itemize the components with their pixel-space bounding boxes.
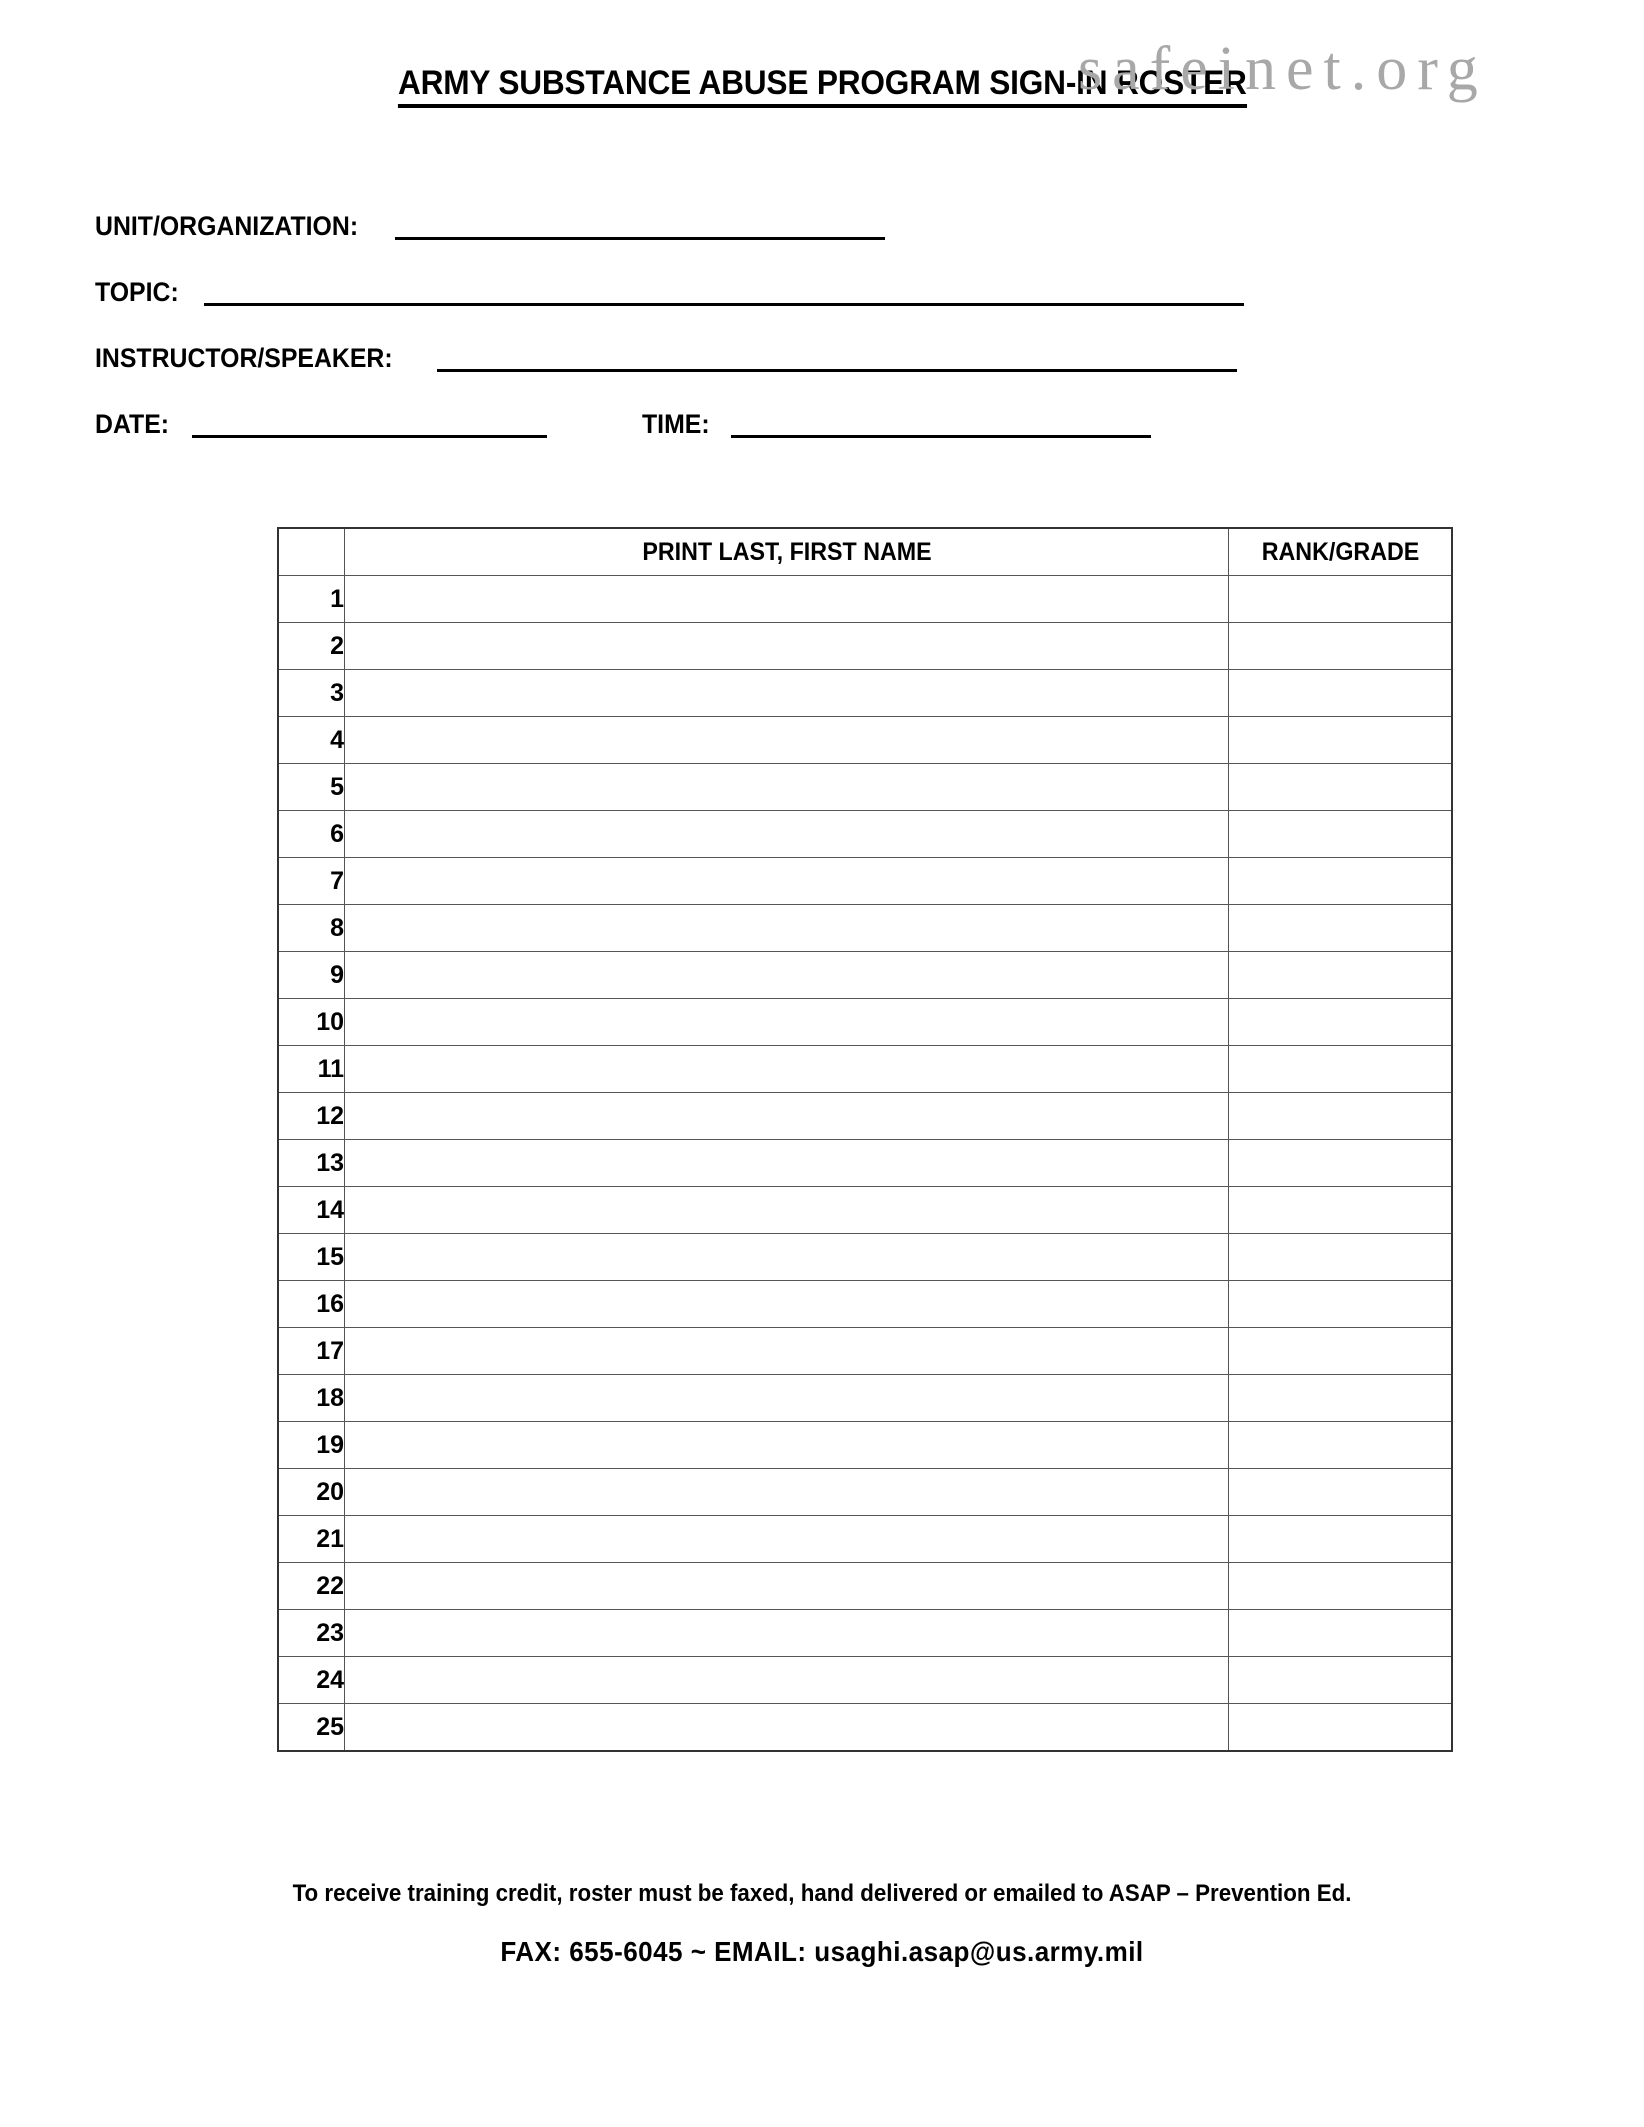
row-number: 9 — [278, 952, 345, 999]
row-name-cell[interactable] — [345, 1187, 1229, 1234]
row-number: 14 — [278, 1187, 345, 1234]
row-number: 17 — [278, 1328, 345, 1375]
table-row — [278, 1140, 1452, 1187]
row-number: 1 — [278, 576, 345, 623]
row-number: 21 — [278, 1516, 345, 1563]
row-name-cell[interactable] — [345, 764, 1229, 811]
row-rank-cell[interactable] — [1229, 576, 1453, 623]
row-name-cell[interactable] — [345, 952, 1229, 999]
time-label: TIME: — [641, 409, 710, 439]
row-rank-cell[interactable] — [1229, 1093, 1453, 1140]
date-label: DATE: — [95, 409, 170, 439]
table-row — [278, 905, 1452, 952]
table-row — [278, 1187, 1452, 1234]
table-row — [278, 576, 1452, 623]
table-row — [278, 858, 1452, 905]
table-row — [278, 1046, 1452, 1093]
row-name-cell[interactable] — [345, 1657, 1229, 1704]
row-rank-cell[interactable] — [1229, 952, 1453, 999]
table-row — [278, 717, 1452, 764]
table-row — [278, 1234, 1452, 1281]
site-watermark: safeinet.org — [1078, 35, 1488, 103]
unit-organization-label: UNIT/ORGANIZATION: — [95, 211, 359, 241]
row-rank-cell[interactable] — [1229, 1281, 1453, 1328]
time-input[interactable] — [731, 409, 1151, 438]
table-row — [278, 1516, 1452, 1563]
row-number: 20 — [278, 1469, 345, 1516]
row-rank-cell[interactable] — [1229, 1187, 1453, 1234]
topic-label: TOPIC: — [95, 277, 179, 307]
topic-input[interactable] — [204, 277, 1244, 306]
row-name-cell[interactable] — [345, 811, 1229, 858]
row-name-cell[interactable] — [345, 858, 1229, 905]
row-number: 10 — [278, 999, 345, 1046]
row-name-cell[interactable] — [345, 999, 1229, 1046]
table-row — [278, 1704, 1452, 1752]
row-number: 23 — [278, 1610, 345, 1657]
row-number: 15 — [278, 1234, 345, 1281]
footer-instructions: To receive training credit, roster must be faxed, hand delivered or emailed to ASAP – Prevention Ed. — [292, 1880, 1352, 1907]
row-name-cell[interactable] — [345, 1563, 1229, 1610]
roster-table-head — [278, 528, 1452, 576]
row-rank-cell[interactable] — [1229, 1516, 1453, 1563]
field-row-topic — [95, 266, 1495, 306]
row-number: 24 — [278, 1657, 345, 1704]
row-name-cell[interactable] — [345, 1234, 1229, 1281]
row-rank-cell[interactable] — [1229, 1704, 1453, 1752]
table-row — [278, 670, 1452, 717]
date-input[interactable] — [192, 409, 547, 438]
row-number: 2 — [278, 623, 345, 670]
field-row-instructor-speaker — [95, 332, 1495, 372]
header-row-number — [278, 528, 345, 576]
table-row — [278, 764, 1452, 811]
row-name-cell[interactable] — [345, 1046, 1229, 1093]
row-number: 7 — [278, 858, 345, 905]
row-number: 16 — [278, 1281, 345, 1328]
row-rank-cell[interactable] — [1229, 1469, 1453, 1516]
row-name-cell[interactable] — [345, 1093, 1229, 1140]
row-number: 11 — [278, 1046, 345, 1093]
row-rank-cell[interactable] — [1229, 1140, 1453, 1187]
row-number: 4 — [278, 717, 345, 764]
row-number: 12 — [278, 1093, 345, 1140]
row-rank-cell[interactable] — [1229, 1375, 1453, 1422]
table-row — [278, 1469, 1452, 1516]
row-rank-cell[interactable] — [1229, 764, 1453, 811]
row-name-cell[interactable] — [345, 1328, 1229, 1375]
row-number: 8 — [278, 905, 345, 952]
row-number: 5 — [278, 764, 345, 811]
table-row — [278, 999, 1452, 1046]
row-name-cell[interactable] — [345, 1140, 1229, 1187]
row-number: 13 — [278, 1140, 345, 1187]
table-row — [278, 1093, 1452, 1140]
form-fields-section — [95, 200, 1495, 464]
row-rank-cell[interactable] — [1229, 623, 1453, 670]
row-name-cell[interactable] — [345, 576, 1229, 623]
table-row — [278, 1563, 1452, 1610]
table-row — [278, 1422, 1452, 1469]
table-row — [278, 1281, 1452, 1328]
row-name-cell[interactable] — [345, 905, 1229, 952]
instructor-speaker-label: INSTRUCTOR/SPEAKER: — [95, 343, 393, 373]
row-name-cell[interactable] — [345, 1375, 1229, 1422]
table-row — [278, 1375, 1452, 1422]
row-name-cell[interactable] — [345, 1422, 1229, 1469]
row-number: 18 — [278, 1375, 345, 1422]
table-row — [278, 623, 1452, 670]
row-rank-cell[interactable] — [1229, 1610, 1453, 1657]
row-name-cell[interactable] — [345, 1281, 1229, 1328]
table-row — [278, 1610, 1452, 1657]
row-rank-cell[interactable] — [1229, 670, 1453, 717]
row-number: 25 — [278, 1704, 345, 1752]
table-row — [278, 1657, 1452, 1704]
row-name-cell[interactable] — [345, 1516, 1229, 1563]
row-rank-cell[interactable] — [1229, 811, 1453, 858]
field-row-date-time — [95, 398, 1495, 438]
footer-contact: FAX: 655-6045 ~ EMAIL: usaghi.asap@us.army.mil — [500, 1935, 1144, 1967]
row-rank-cell[interactable] — [1229, 1328, 1453, 1375]
row-rank-cell[interactable] — [1229, 717, 1453, 764]
row-number: 22 — [278, 1563, 345, 1610]
header-rank-grade: RANK/GRADE — [1236, 528, 1444, 576]
row-name-cell[interactable] — [345, 717, 1229, 764]
table-row — [278, 811, 1452, 858]
row-rank-cell[interactable] — [1229, 999, 1453, 1046]
row-name-cell[interactable] — [345, 670, 1229, 717]
row-name-cell[interactable] — [345, 1704, 1229, 1752]
sign-in-roster-table — [277, 527, 1453, 1752]
table-row — [278, 952, 1452, 999]
row-name-cell[interactable] — [345, 1469, 1229, 1516]
roster-table-body — [278, 576, 1452, 1752]
header-print-name: PRINT LAST, FIRST NAME — [375, 528, 1197, 576]
table-header-row — [278, 528, 1452, 576]
unit-organization-input[interactable] — [395, 211, 885, 240]
row-rank-cell[interactable] — [1229, 858, 1453, 905]
row-rank-cell[interactable] — [1229, 1657, 1453, 1704]
row-rank-cell[interactable] — [1229, 1234, 1453, 1281]
row-rank-cell[interactable] — [1229, 905, 1453, 952]
row-name-cell[interactable] — [345, 1610, 1229, 1657]
row-rank-cell[interactable] — [1229, 1422, 1453, 1469]
row-name-cell[interactable] — [345, 623, 1229, 670]
row-rank-cell[interactable] — [1229, 1046, 1453, 1093]
row-number: 6 — [278, 811, 345, 858]
row-rank-cell[interactable] — [1229, 1563, 1453, 1610]
row-number: 3 — [278, 670, 345, 717]
instructor-speaker-input[interactable] — [437, 343, 1237, 372]
field-row-unit-organization — [95, 200, 1495, 240]
row-number: 19 — [278, 1422, 345, 1469]
footer-section — [0, 1880, 1644, 1968]
table-row — [278, 1328, 1452, 1375]
page-title: ARMY SUBSTANCE ABUSE PROGRAM SIGN-IN ROSTER — [398, 66, 1247, 108]
